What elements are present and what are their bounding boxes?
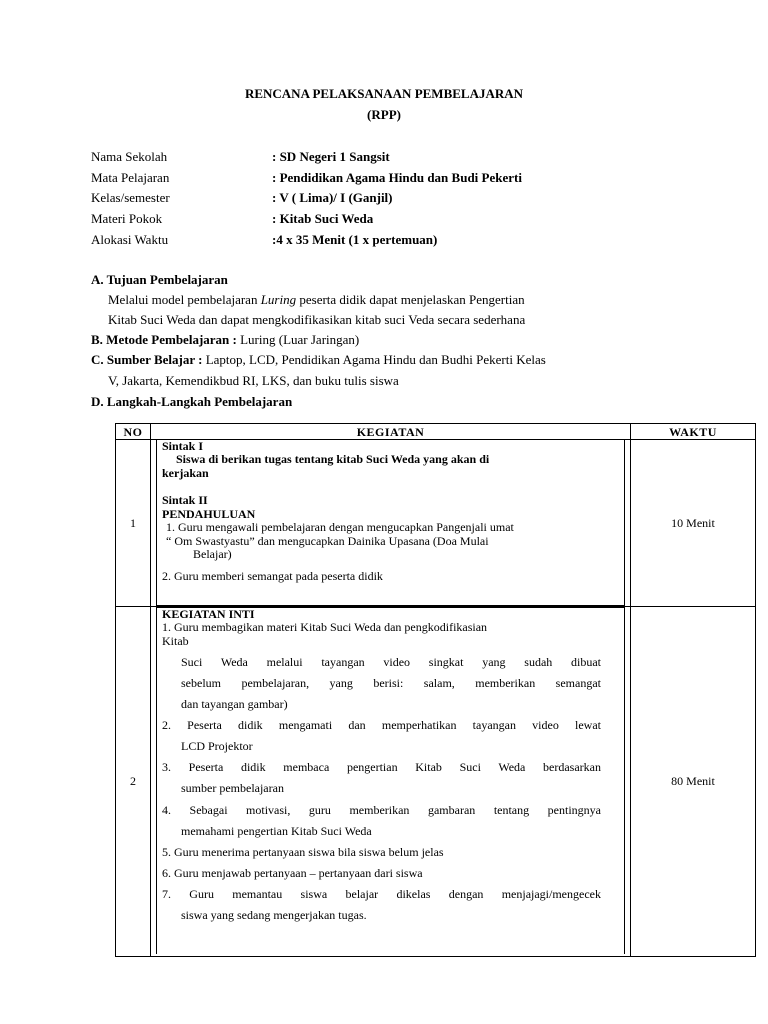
table-header-row	[116, 424, 756, 440]
section-b	[91, 331, 359, 349]
row-duration: 80 Menit	[631, 607, 756, 957]
row-activities	[151, 607, 631, 957]
section-c	[91, 351, 546, 369]
table-row	[116, 607, 756, 957]
section-a-text: peserta didik dapat menjelaskan Pengertian	[296, 292, 525, 307]
identity-value: :4 x 35 Menit (1 x pertemuan)	[272, 231, 438, 247]
activity-item: Belajar)	[193, 547, 232, 561]
section-a-emphasis: Luring	[260, 292, 297, 307]
sintak-1-text: kerjakan	[162, 466, 209, 480]
activity-item: sebelum pembelajaran, yang berisi: salam, memberikan semangat	[181, 676, 601, 690]
header-no: NO	[116, 424, 151, 440]
section-d-title: D. Langkah-Langkah Pembelajaran	[91, 394, 293, 409]
activity-item: 7. Guru memantau siswa belajar dikelas dengan menjajagi/mengecek	[162, 887, 601, 901]
table-row	[116, 440, 756, 607]
row-duration: 10 Menit	[631, 440, 756, 607]
section-c-text: Laptop, LCD, Pendidikan Agama Hindu dan Budhi Pekerti Kelas	[202, 352, 546, 367]
row-number: 2	[116, 607, 151, 957]
identity-label: Nama Sekolah	[91, 149, 168, 164]
identity-value: : V ( Lima)/ I (Ganjil)	[272, 190, 393, 206]
identity-label: Alokasi Waktu	[91, 231, 169, 247]
section-c-title: C. Sumber Belajar :	[91, 352, 203, 367]
activity-item: 4. Sebagai motivasi, guru memberikan gambaran tentang pentingnya	[162, 803, 601, 817]
section-a-line1	[108, 291, 525, 309]
section-a-line2: Kitab Suci Weda dan dapat mengkodifikasikan kitab suci Veda secara sederhana	[108, 312, 526, 327]
section-a-title: A. Tujuan Pembelajaran	[91, 272, 228, 287]
identity-value: : Pendidikan Agama Hindu dan Budi Pekerti	[272, 169, 522, 185]
activity-item: “ Om Swastyastu” dan mengucapkan Dainika Upasana (Doa Mulai	[166, 534, 489, 548]
pendahuluan-heading: PENDAHULUAN	[162, 507, 256, 521]
sintak-1-text: Siswa di berikan tugas tentang kitab Suci Weda yang akan di	[176, 452, 490, 466]
kegiatan-inti-heading: KEGIATAN INTI	[162, 607, 255, 621]
activity-box	[156, 607, 625, 954]
document-subtitle: (RPP)	[367, 107, 401, 122]
activity-item: 5. Guru menerima pertanyaan siswa bila siswa belum jelas	[162, 845, 444, 859]
header-kegiatan: KEGIATAN	[151, 424, 631, 440]
sintak-1-label: Sintak I	[162, 439, 204, 453]
activity-item: 2. Guru memberi semangat pada peserta didik	[162, 569, 383, 583]
identity-label: Kelas/semester	[91, 190, 170, 206]
identity-label: Mata Pelajaran	[91, 169, 170, 185]
activity-item: 2. Peserta didik mengamati dan memperhatikan tayangan video lewat	[162, 718, 601, 732]
learning-steps-table	[115, 423, 756, 957]
section-a-text: Melalui model pembelajaran	[108, 292, 261, 307]
activity-item: 1. Guru membagikan materi Kitab Suci Weda dan pengkodifikasian	[162, 620, 488, 634]
activity-box	[156, 440, 625, 606]
section-b-title: B. Metode Pembelajaran :	[91, 332, 237, 347]
section-b-text: Luring (Luar Jaringan)	[236, 332, 360, 347]
row-number: 1	[116, 440, 151, 607]
activity-item: 6. Guru menjawab pertanyaan – pertanyaan dari siswa	[162, 866, 423, 880]
activity-item: LCD Projektor	[181, 739, 253, 753]
activity-item: memahami pengertian Kitab Suci Weda	[181, 824, 372, 838]
document-title: RENCANA PELAKSANAAN PEMBELAJARAN	[244, 86, 524, 101]
row-activities	[151, 440, 631, 607]
sintak-2-label: Sintak II	[162, 493, 208, 507]
header-waktu: WAKTU	[631, 424, 756, 440]
activity-item: sumber pembelajaran	[181, 781, 284, 795]
identity-label: Materi Pokok	[91, 211, 163, 227]
activity-item: Suci Weda melalui tayangan video singkat yang sudah dibuat	[181, 655, 601, 669]
identity-value: : Kitab Suci Weda	[272, 211, 374, 227]
activity-item: siswa yang sedang mengerjakan tugas.	[181, 908, 367, 922]
activity-item: 1. Guru mengawali pembelajaran dengan mengucapkan Pangenjali umat	[166, 520, 514, 534]
activity-item: dan tayangan gambar)	[181, 697, 288, 711]
activity-item: Kitab	[162, 634, 189, 648]
activity-item: 3. Peserta didik membaca pengertian Kitab Suci Weda berdasarkan	[162, 760, 601, 774]
section-c-line2: V, Jakarta, Kemendikbud RI, LKS, dan buku tulis siswa	[108, 373, 399, 388]
identity-value: : SD Negeri 1 Sangsit	[272, 149, 390, 164]
